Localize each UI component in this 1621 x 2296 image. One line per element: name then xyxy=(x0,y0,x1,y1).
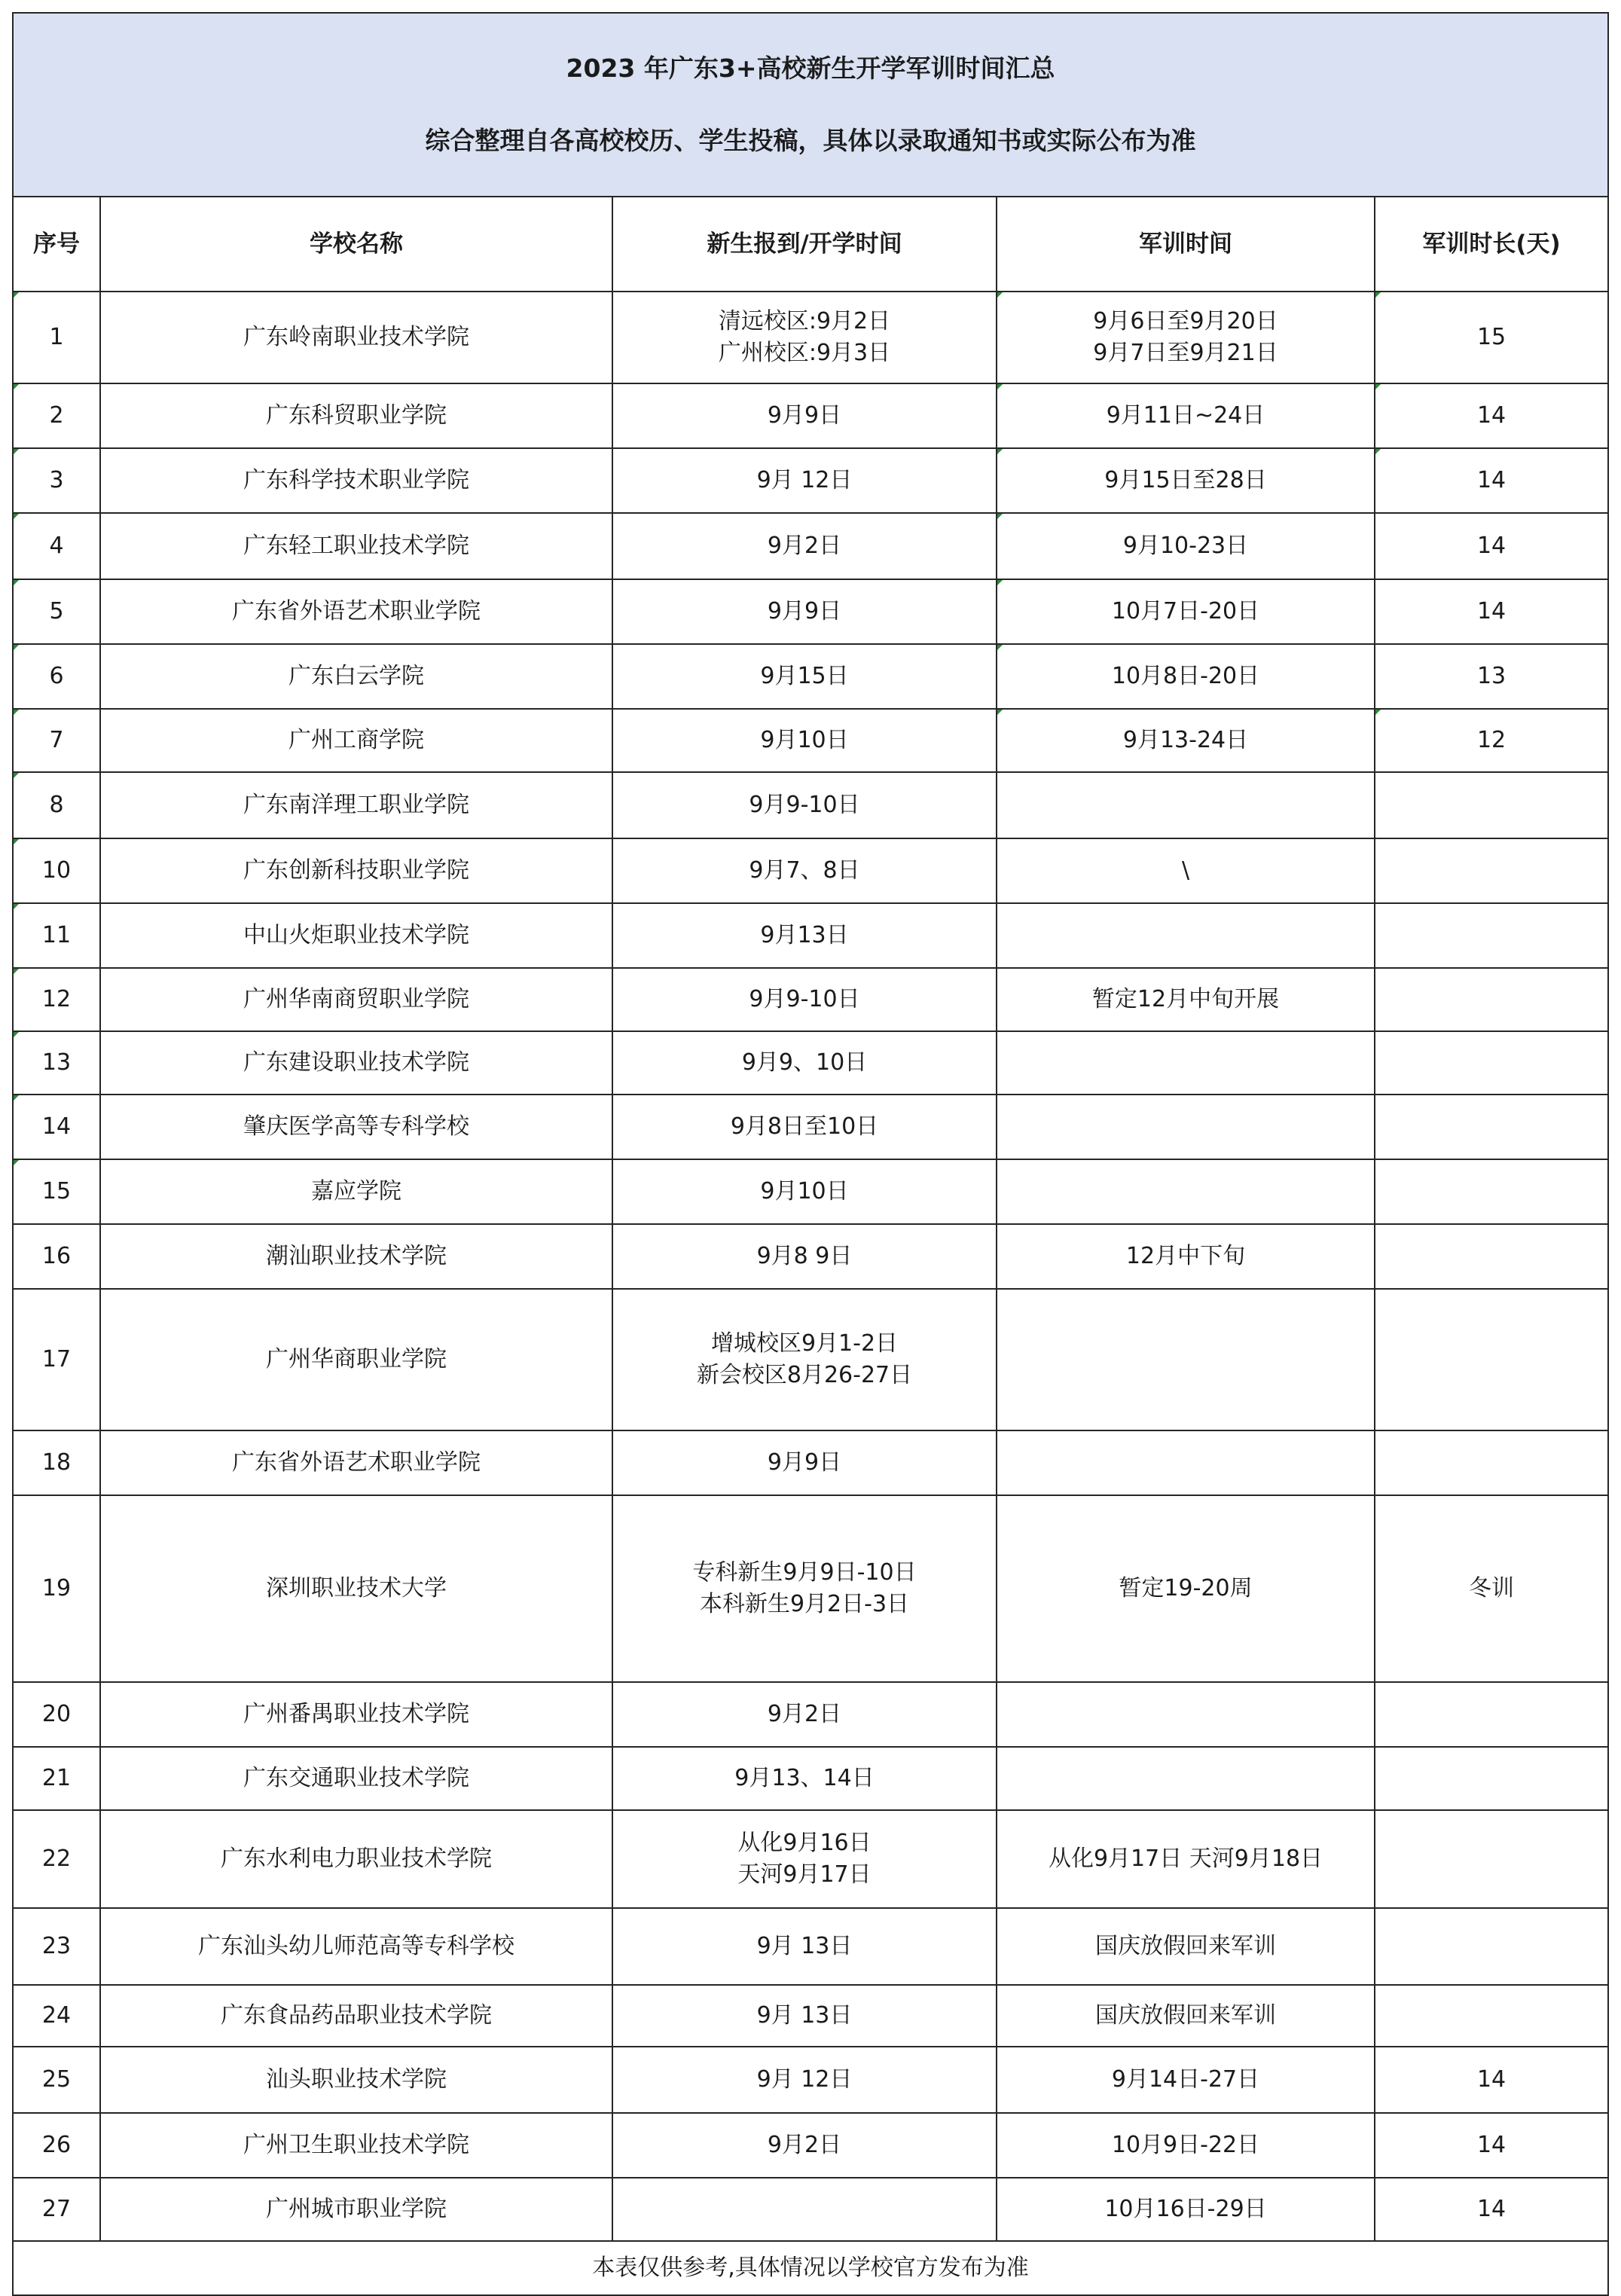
enroll-time-line: 从化9月16日 xyxy=(737,1830,872,1856)
training-time xyxy=(997,1095,1375,1159)
training-time-line: 9月7日至9月21日 xyxy=(1093,340,1278,366)
table-row xyxy=(13,838,1608,903)
school-name: 广东交通职业技术学院 xyxy=(100,1747,612,1810)
enroll-time xyxy=(612,838,997,903)
training-time xyxy=(997,513,1375,579)
row-number: 10 xyxy=(13,838,100,903)
training-time-line: 9月13-24日 xyxy=(1122,727,1249,753)
enroll-time-line: 9月8 9日 xyxy=(756,1243,853,1269)
row-number: 21 xyxy=(13,1747,100,1810)
school-name: 广州华商职业学院 xyxy=(100,1289,612,1430)
table-row xyxy=(13,1495,1608,1682)
table-row xyxy=(13,1095,1608,1159)
training-days xyxy=(1375,1682,1608,1747)
table-row xyxy=(13,1031,1608,1095)
school-name: 广东创新科技职业学院 xyxy=(100,838,612,903)
table-row xyxy=(13,579,1608,644)
training-time xyxy=(997,2047,1375,2113)
enroll-time xyxy=(612,1289,997,1430)
training-time-line: 9月14日-27日 xyxy=(1111,2066,1260,2093)
enroll-time xyxy=(612,1810,997,1908)
column-header-row xyxy=(13,197,1608,292)
training-days: 14 xyxy=(1375,448,1608,513)
table-row xyxy=(13,1289,1608,1430)
school-name: 广东科贸职业学院 xyxy=(100,383,612,448)
school-name: 汕头职业技术学院 xyxy=(100,2047,612,2113)
training-days xyxy=(1375,1289,1608,1430)
row-number: 8 xyxy=(13,772,100,838)
row-number: 4 xyxy=(13,513,100,579)
enroll-time-line: 新会校区8月26-27日 xyxy=(696,1362,913,1388)
enroll-time-line: 9月2日 xyxy=(767,1701,842,1727)
footer-note: 本表仅供参考,具体情况以学校官方发布为准 xyxy=(13,2241,1608,2295)
training-days xyxy=(1375,1747,1608,1810)
enroll-time-line: 9月2日 xyxy=(767,2132,842,2158)
row-number: 18 xyxy=(13,1430,100,1495)
header-no: 序号 xyxy=(13,197,100,292)
row-number: 12 xyxy=(13,968,100,1031)
school-name: 广州城市职业学院 xyxy=(100,2178,612,2241)
training-days: 12 xyxy=(1375,709,1608,772)
training-days xyxy=(1375,1095,1608,1159)
table-row xyxy=(13,1985,1608,2047)
row-number: 26 xyxy=(13,2113,100,2178)
row-number: 2 xyxy=(13,383,100,448)
school-name: 广东汕头幼儿师范高等专科学校 xyxy=(100,1908,612,1985)
training-days xyxy=(1375,838,1608,903)
training-days: 14 xyxy=(1375,513,1608,579)
row-number: 7 xyxy=(13,709,100,772)
enroll-time xyxy=(612,644,997,709)
training-days xyxy=(1375,1224,1608,1289)
table-row xyxy=(13,903,1608,968)
training-days: 14 xyxy=(1375,383,1608,448)
enroll-time-line: 9月10日 xyxy=(760,1178,849,1204)
enroll-time-line: 9月 13日 xyxy=(756,1933,853,1959)
school-name: 广东轻工职业技术学院 xyxy=(100,513,612,579)
training-time-line: 国庆放假回来军训 xyxy=(1095,2002,1276,2029)
training-time-line: 10月9日-22日 xyxy=(1111,2132,1260,2158)
table-row xyxy=(13,513,1608,579)
school-name: 广东食品药品职业技术学院 xyxy=(100,1985,612,2047)
enroll-time xyxy=(612,1224,997,1289)
enroll-time-line: 广州校区:9月3日 xyxy=(718,340,891,366)
header-school: 学校名称 xyxy=(100,197,612,292)
table-row xyxy=(13,2113,1608,2178)
row-number: 20 xyxy=(13,1682,100,1747)
school-name: 广州卫生职业技术学院 xyxy=(100,2113,612,2178)
training-time xyxy=(997,903,1375,968)
training-days xyxy=(1375,1031,1608,1095)
table-row xyxy=(13,644,1608,709)
training-days: 13 xyxy=(1375,644,1608,709)
training-time xyxy=(997,772,1375,838)
enroll-time xyxy=(612,579,997,644)
school-name: 嘉应学院 xyxy=(100,1159,612,1224)
enroll-time xyxy=(612,1495,997,1682)
enroll-time xyxy=(612,2113,997,2178)
training-days xyxy=(1375,1908,1608,1985)
training-time xyxy=(997,1289,1375,1430)
table-row xyxy=(13,772,1608,838)
training-time xyxy=(997,709,1375,772)
enroll-time-line: 专科新生9月9日-10日 xyxy=(692,1559,917,1586)
training-days xyxy=(1375,1430,1608,1495)
row-number: 27 xyxy=(13,2178,100,2241)
school-name: 广东省外语艺术职业学院 xyxy=(100,579,612,644)
school-name: 广州工商学院 xyxy=(100,709,612,772)
enroll-time-line: 9月13、14日 xyxy=(734,1765,875,1791)
header-training: 军训时间 xyxy=(997,197,1375,292)
training-time xyxy=(997,2178,1375,2241)
table-row xyxy=(13,1908,1608,1985)
training-time-line: 12月中下旬 xyxy=(1125,1243,1246,1269)
training-time xyxy=(997,968,1375,1031)
enroll-time xyxy=(612,1095,997,1159)
training-time-line: \ xyxy=(1181,857,1190,884)
table-row xyxy=(13,2047,1608,2113)
enroll-time xyxy=(612,1031,997,1095)
row-number: 15 xyxy=(13,1159,100,1224)
enroll-time-line: 9月9-10日 xyxy=(749,792,860,818)
row-number: 1 xyxy=(13,292,100,383)
table-row xyxy=(13,968,1608,1031)
row-number: 17 xyxy=(13,1289,100,1430)
school-name: 肇庆医学高等专科学校 xyxy=(100,1095,612,1159)
training-time xyxy=(997,2113,1375,2178)
sheet-title: 2023 年广东3+高校新生开学军训时间汇总 xyxy=(566,53,1055,83)
table-row xyxy=(13,709,1608,772)
enroll-time-line: 9月9日 xyxy=(767,598,842,624)
row-number: 24 xyxy=(13,1985,100,2047)
table-row xyxy=(13,1747,1608,1810)
enroll-time xyxy=(612,772,997,838)
table-row xyxy=(13,448,1608,513)
training-days: 15 xyxy=(1375,292,1608,383)
row-number: 6 xyxy=(13,644,100,709)
enroll-time xyxy=(612,292,997,383)
table-row xyxy=(13,383,1608,448)
row-number: 16 xyxy=(13,1224,100,1289)
training-days xyxy=(1375,1810,1608,1908)
training-time xyxy=(997,1430,1375,1495)
enroll-time-line: 9月15日 xyxy=(760,663,849,689)
enroll-time-line: 9月9、10日 xyxy=(741,1049,868,1076)
training-time xyxy=(997,1159,1375,1224)
enroll-time xyxy=(612,709,997,772)
school-name: 中山火炬职业技术学院 xyxy=(100,903,612,968)
training-time xyxy=(997,1747,1375,1810)
table-row xyxy=(13,1810,1608,1908)
school-name: 广东水利电力职业技术学院 xyxy=(100,1810,612,1908)
enroll-time-line: 本科新生9月2日-3日 xyxy=(699,1591,910,1617)
row-number: 11 xyxy=(13,903,100,968)
table-row xyxy=(13,292,1608,383)
training-time-line: 国庆放假回来军训 xyxy=(1095,1933,1276,1959)
enroll-time xyxy=(612,383,997,448)
school-name: 广州番禺职业技术学院 xyxy=(100,1682,612,1747)
training-days xyxy=(1375,1985,1608,2047)
training-time xyxy=(997,1985,1375,2047)
table-row xyxy=(13,1430,1608,1495)
enroll-time-line: 9月2日 xyxy=(767,533,842,559)
enroll-time-line: 9月9日 xyxy=(767,1449,842,1476)
training-time-line: 10月16日-29日 xyxy=(1104,2196,1267,2222)
enroll-time-line: 9月 13日 xyxy=(756,2002,853,2029)
training-time-line: 10月7日-20日 xyxy=(1111,598,1260,624)
training-time xyxy=(997,1031,1375,1095)
table-row xyxy=(13,1682,1608,1747)
training-time xyxy=(997,579,1375,644)
row-number: 19 xyxy=(13,1495,100,1682)
training-time xyxy=(997,383,1375,448)
enroll-time-line: 9月 12日 xyxy=(756,467,853,493)
training-days: 14 xyxy=(1375,2113,1608,2178)
training-time xyxy=(997,1908,1375,1985)
training-time xyxy=(997,1682,1375,1747)
enroll-time xyxy=(612,2178,997,2241)
training-days: 14 xyxy=(1375,579,1608,644)
school-name: 广东南洋理工职业学院 xyxy=(100,772,612,838)
row-number: 13 xyxy=(13,1031,100,1095)
header-days: 军训时长(天) xyxy=(1375,197,1608,292)
training-days: 14 xyxy=(1375,2047,1608,2113)
training-time xyxy=(997,1495,1375,1682)
title-cell xyxy=(13,13,1608,197)
enroll-time-line: 天河9月17日 xyxy=(737,1861,872,1888)
enroll-time-line: 9月9日 xyxy=(767,402,842,429)
enroll-time xyxy=(612,1682,997,1747)
training-time-line: 9月15日至28日 xyxy=(1104,467,1267,493)
training-days: 冬训 xyxy=(1375,1495,1608,1682)
table-row xyxy=(13,1159,1608,1224)
enroll-time xyxy=(612,1430,997,1495)
school-name: 广东省外语艺术职业学院 xyxy=(100,1430,612,1495)
title-row xyxy=(13,13,1608,197)
training-days xyxy=(1375,968,1608,1031)
row-number: 5 xyxy=(13,579,100,644)
row-number: 14 xyxy=(13,1095,100,1159)
training-days xyxy=(1375,903,1608,968)
row-number: 22 xyxy=(13,1810,100,1908)
training-time-line: 暂定19-20周 xyxy=(1119,1575,1253,1601)
enroll-time xyxy=(612,903,997,968)
enroll-time xyxy=(612,1747,997,1810)
training-time xyxy=(997,1224,1375,1289)
training-time xyxy=(997,292,1375,383)
table-row xyxy=(13,2178,1608,2241)
training-time xyxy=(997,448,1375,513)
school-name: 广东科学技术职业学院 xyxy=(100,448,612,513)
row-number: 3 xyxy=(13,448,100,513)
row-number: 25 xyxy=(13,2047,100,2113)
table-row xyxy=(13,1224,1608,1289)
training-time-line: 暂定12月中旬开展 xyxy=(1091,986,1280,1012)
school-name: 广州华南商贸职业学院 xyxy=(100,968,612,1031)
training-time-line: 9月10-23日 xyxy=(1122,533,1249,559)
schedule-table xyxy=(12,12,1609,2296)
enroll-time xyxy=(612,448,997,513)
school-name: 广东建设职业技术学院 xyxy=(100,1031,612,1095)
enroll-time xyxy=(612,1908,997,1985)
school-name: 广东白云学院 xyxy=(100,644,612,709)
enroll-time-line: 9月 12日 xyxy=(756,2066,853,2093)
training-days xyxy=(1375,1159,1608,1224)
enroll-time-line: 9月7、8日 xyxy=(749,857,860,884)
footer-row xyxy=(13,2241,1608,2295)
training-time-line: 10月8日-20日 xyxy=(1111,663,1260,689)
enroll-time-line: 9月8日至10日 xyxy=(730,1113,879,1140)
header-enroll: 新生报到/开学时间 xyxy=(612,197,997,292)
enroll-time xyxy=(612,968,997,1031)
training-time xyxy=(997,1810,1375,1908)
school-name: 深圳职业技术大学 xyxy=(100,1495,612,1682)
training-time-line: 9月6日至9月20日 xyxy=(1093,308,1278,334)
training-time xyxy=(997,644,1375,709)
training-time xyxy=(997,838,1375,903)
enroll-time-line: 9月13日 xyxy=(760,922,849,948)
row-number: 23 xyxy=(13,1908,100,1985)
school-name: 潮汕职业技术学院 xyxy=(100,1224,612,1289)
enroll-time-line: 增城校区9月1-2日 xyxy=(710,1330,899,1357)
enroll-time xyxy=(612,2047,997,2113)
training-days xyxy=(1375,772,1608,838)
training-time-line: 9月11日~24日 xyxy=(1106,402,1265,429)
sheet-subtitle: 综合整理自各高校校历、学生投稿，具体以录取通知书或实际公布为准 xyxy=(425,126,1196,155)
enroll-time-line: 9月10日 xyxy=(760,727,849,753)
enroll-time xyxy=(612,513,997,579)
enroll-time xyxy=(612,1985,997,2047)
enroll-time xyxy=(612,1159,997,1224)
training-time-line: 从化9月17日 天河9月18日 xyxy=(1048,1846,1323,1872)
enroll-time-line: 9月9-10日 xyxy=(749,986,860,1012)
training-days: 14 xyxy=(1375,2178,1608,2241)
school-name: 广东岭南职业技术学院 xyxy=(100,292,612,383)
enroll-time-line: 清远校区:9月2日 xyxy=(718,308,891,334)
